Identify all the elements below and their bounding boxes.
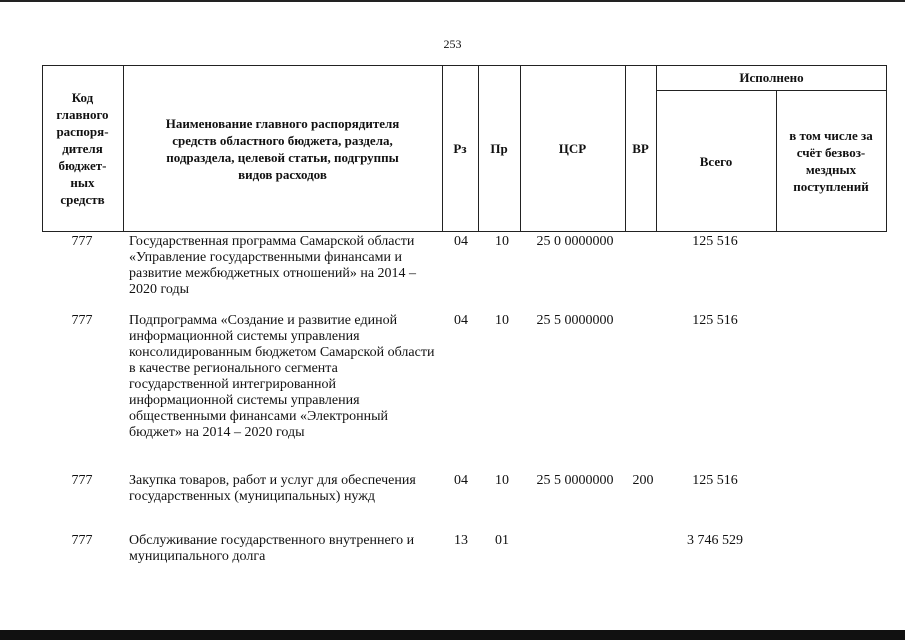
cell-total: 125 516 <box>692 473 738 488</box>
bottom-rule <box>0 630 905 640</box>
cell-total: 3 746 529 <box>687 533 743 548</box>
cell-csr: 25 5 0000000 <box>536 473 614 488</box>
cell-name: Государственная программа Самарской области «Управление государственными финансами и развитие межбюджетных отношений» на 2014 – 2020 годы <box>129 234 417 297</box>
cell-total: 125 516 <box>692 234 738 249</box>
cell-csr: 25 0 0000000 <box>536 234 614 249</box>
cell-rz: 04 <box>454 234 468 249</box>
cell-rz: 04 <box>454 313 468 328</box>
header-executed: Исполнено <box>739 70 804 85</box>
cell-code: 777 <box>71 533 93 548</box>
header-rz: Рз <box>453 141 467 156</box>
header-code: Код главного распоря- дителя бюджет- ных средств <box>56 90 109 207</box>
cell-csr: 25 5 0000000 <box>536 313 614 328</box>
header-total: Всего <box>699 153 733 169</box>
page-number: 253 <box>443 37 462 51</box>
cell-code: 777 <box>71 313 93 328</box>
cell-code: 777 <box>71 234 93 249</box>
cell-name: Подпрограмма «Создание и развитие единой информационной системы управления консолидированным бюджетом Самарской области в качестве регионального сегмента государственной интегрированной информационной системы управления общественными финансами «Электронный бюджет» на 2014 – 2020 годы <box>129 313 435 440</box>
cell-pr: 10 <box>495 234 509 249</box>
cell-total: 125 516 <box>692 313 738 328</box>
cell-pr: 10 <box>495 313 509 328</box>
cell-vr: 200 <box>632 473 654 488</box>
cell-rz: 04 <box>454 473 468 488</box>
header-vr: ВР <box>632 141 649 156</box>
cell-name: Закупка товаров, работ и услуг для обеспечения государственных (муниципальных) нужд <box>129 473 416 504</box>
header-csr: ЦСР <box>558 141 587 156</box>
cell-pr: 10 <box>495 473 509 488</box>
top-rule <box>0 0 905 2</box>
header-incl: в том числе за счёт безвоз- мездных поступлений <box>789 128 873 194</box>
header-line <box>886 65 887 232</box>
cell-pr: 01 <box>495 533 509 548</box>
cell-code: 777 <box>71 473 93 488</box>
header-pr: Пр <box>490 141 508 156</box>
table-header <box>42 65 887 232</box>
header-name: Наименование главного распорядителя средств областного бюджета, раздела, подраздела, целевой статьи, подгруппы видов расходов <box>165 115 400 182</box>
cell-name: Обслуживание государственного внутреннего и муниципального долга <box>129 533 415 564</box>
cell-rz: 13 <box>454 533 468 548</box>
